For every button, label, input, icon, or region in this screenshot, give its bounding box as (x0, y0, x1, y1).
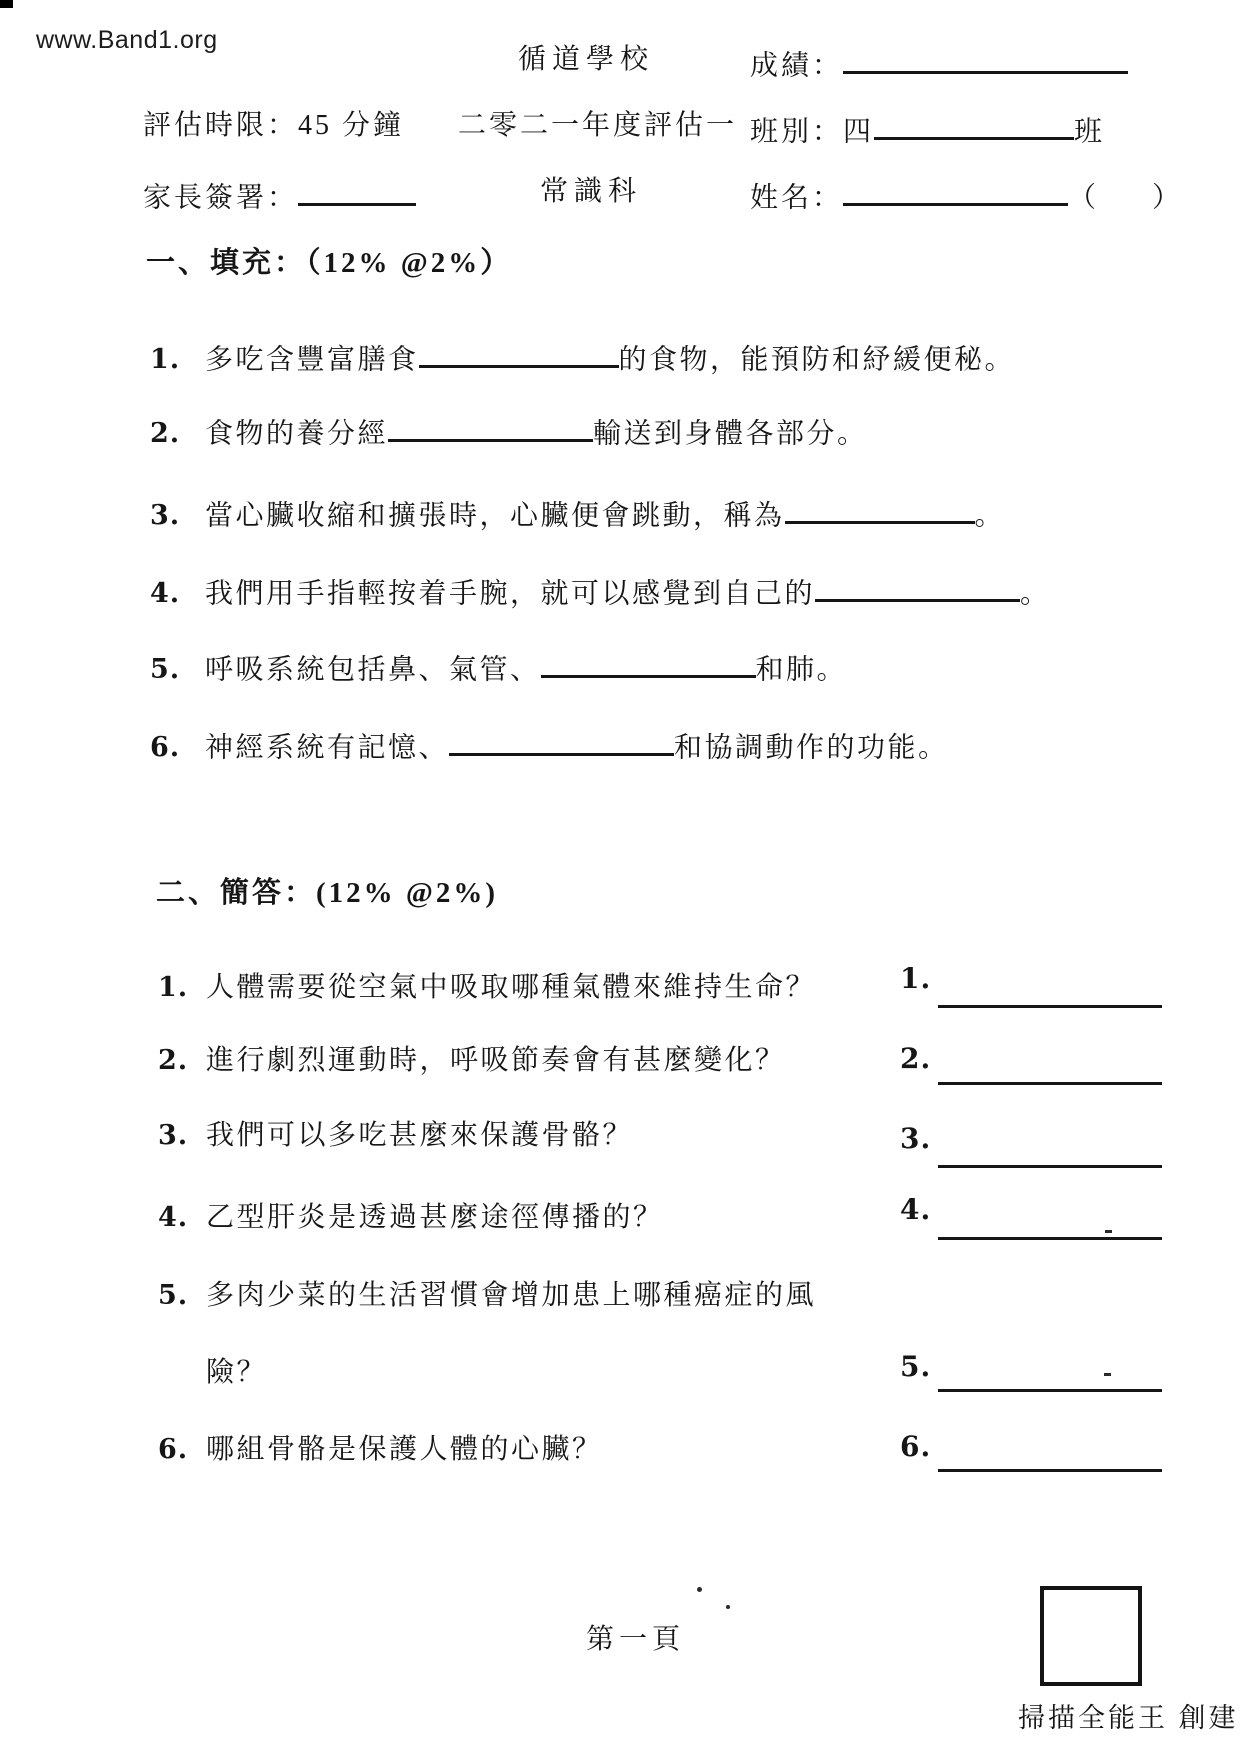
fill-in-question-row (150, 410, 868, 452)
fill-in-question-row (150, 570, 1051, 612)
short-answer-question-row (158, 1432, 603, 1468)
question-post-text: 和肺。 (755, 654, 848, 686)
question-text-continued: 險？ (206, 1357, 268, 1388)
question-number: 2. (150, 418, 181, 450)
question-text: 哪組骨骼是保護人體的心臟？ (206, 1434, 603, 1465)
question-number: 6. (158, 1434, 189, 1465)
question-number: 2. (158, 1045, 189, 1076)
question-text: 人體需要從空氣中吸取哪種氣體來維持生命？ (206, 972, 817, 1003)
class-label: 班別：四 (750, 116, 875, 148)
subject-name: 常識科 (540, 176, 643, 207)
question-text: 進行劇烈運動時，呼吸節奏會有甚麼變化？ (206, 1045, 786, 1076)
parent-sign-blank (298, 174, 416, 206)
fill-in-question-row (150, 724, 949, 766)
answer-number: 1. (900, 962, 932, 995)
question-number: 4. (150, 578, 181, 610)
question-number: 3. (150, 500, 181, 532)
class-blank (874, 108, 1074, 140)
question-number: 5. (150, 654, 181, 686)
fill-in-question-row (150, 492, 1005, 534)
fill-in-question-row (150, 336, 1015, 378)
name-row (750, 174, 1180, 216)
answer-blank-line (541, 646, 756, 678)
scan-speck (697, 1587, 702, 1592)
answer-blank-line (388, 410, 593, 442)
question-number: 6. (150, 732, 181, 764)
answer-blank-line (419, 336, 619, 368)
scan-speck (726, 1605, 730, 1609)
section1-heading: 一、填充：（12% @2%） (146, 247, 513, 279)
time-limit: 評估時限：45 分鐘 (143, 110, 405, 141)
question-text: 我們可以多吃甚麼來保護骨骼？ (206, 1120, 634, 1151)
question-post-text: 輸送到身體各部分。 (593, 418, 868, 450)
short-answer-question-row (158, 970, 816, 1006)
question-pre-text: 食物的養分經 (205, 418, 389, 450)
parent-sign-row (143, 174, 416, 216)
name-blank (843, 174, 1068, 206)
scanner-credit: 掃描全能王 創建 (1018, 1703, 1239, 1733)
answer-line (938, 1237, 1162, 1240)
assessment-title: 二零二一年度評估一 (458, 110, 738, 141)
watermark: www.Band1.org (36, 26, 218, 54)
scan-corner-artifact (0, 0, 13, 8)
answer-number: 4. (900, 1193, 932, 1226)
class-row (750, 108, 1105, 150)
school-name: 循道學校 (518, 44, 655, 75)
answer-line (938, 1469, 1162, 1472)
question-pre-text: 神經系統有記憶、 (205, 732, 450, 764)
fill-in-question-row (150, 646, 847, 688)
class-suffix: 班 (1074, 116, 1106, 148)
question-number: 1. (158, 972, 189, 1003)
question-text: 多肉少菜的生活習慣會增加患上哪種癌症的風 (206, 1280, 817, 1311)
question-post-text: 。 (1020, 578, 1051, 610)
question-pre-text: 當心臟收縮和擴張時，心臟便會跳動，稱為 (205, 500, 785, 532)
score-blank (843, 42, 1128, 74)
question-post-text: 。 (974, 500, 1006, 532)
answer-number: 6. (900, 1430, 932, 1463)
question-number: 5. (158, 1280, 189, 1311)
name-label: 姓名： (750, 182, 844, 214)
question-number: 3. (158, 1120, 189, 1151)
answer-line (938, 1389, 1162, 1392)
answer-blank-line (785, 492, 975, 524)
score-label: 成績： (750, 50, 844, 82)
short-answer-question-row (158, 1043, 786, 1079)
short-answer-question-row (158, 1118, 633, 1154)
answer-line (938, 1082, 1162, 1085)
question-number: 4. (158, 1202, 189, 1233)
page-number: 第一頁 (586, 1624, 686, 1655)
section2-heading: 二、簡答：(12% @2%) (156, 877, 499, 909)
short-answer-question-row (158, 1200, 664, 1236)
short-answer-question-row (158, 1278, 816, 1314)
stamp-box (1040, 1586, 1142, 1686)
scan-speck (1105, 1230, 1112, 1233)
question-text: 乙型肝炎是透過甚麼途徑傳播的？ (206, 1202, 664, 1233)
score-row (750, 42, 1128, 84)
answer-line (938, 1165, 1162, 1168)
question-post-text: 和協調動作的功能。 (674, 732, 949, 764)
answer-blank-line (815, 570, 1020, 602)
parent-sign-label: 家長簽署： (143, 182, 299, 214)
question-pre-text: 呼吸系統包括鼻、氣管、 (205, 654, 541, 686)
question-pre-text: 我們用手指輕按着手腕，就可以感覺到自己的 (205, 578, 816, 610)
answer-number: 5. (900, 1350, 932, 1383)
answer-blank-line (449, 724, 674, 756)
answer-number: 3. (900, 1122, 932, 1155)
question-post-text: 的食物，能預防和紓緩便秘。 (618, 344, 1016, 376)
scan-speck (1104, 1373, 1111, 1376)
name-paren: （ ） (1068, 182, 1181, 214)
question-pre-text: 多吃含豐富膳食 (205, 344, 419, 376)
answer-number: 2. (900, 1042, 932, 1075)
answer-line (938, 1005, 1162, 1008)
question-number: 1. (150, 344, 181, 376)
